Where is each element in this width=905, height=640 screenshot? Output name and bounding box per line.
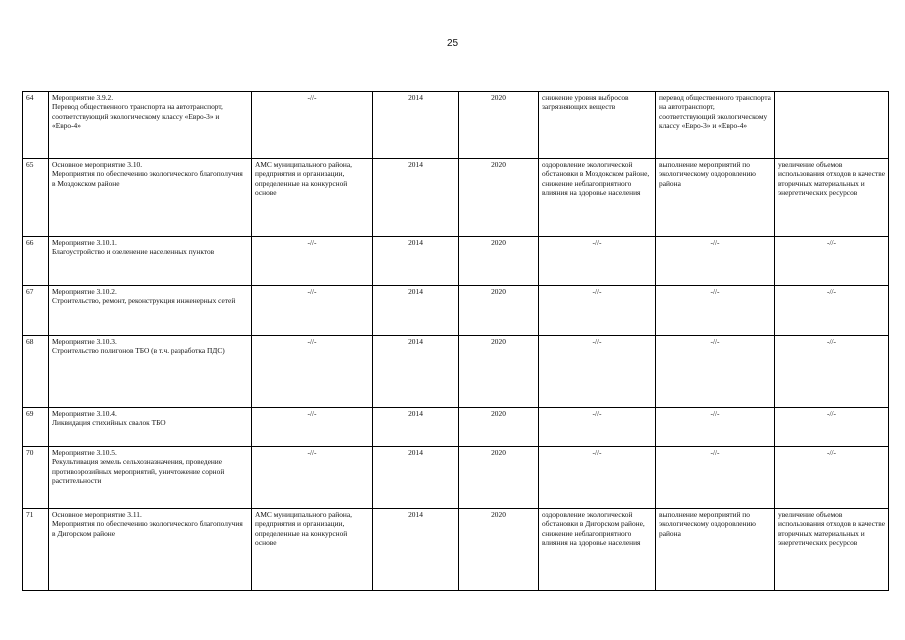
page-number: 25 [446,38,459,49]
table-row [23,408,889,447]
indicator: -//- [775,286,889,336]
implementation-direction: -//- [656,336,775,408]
expected-result: -//- [539,237,656,286]
indicator: -//- [775,447,889,509]
row-number: 64 [23,92,49,159]
start-year: 2014 [373,159,459,237]
table-row [23,92,889,159]
expected-result: -//- [539,447,656,509]
measure-title: Основное мероприятие 3.10. Мероприятия по обеспечению экологического благополучия в Моздокском районе [49,159,252,237]
end-year: 2020 [459,286,539,336]
expected-result: -//- [539,408,656,447]
implementation-direction: выполнение мероприятий по экологическому оздоровлению района [656,509,775,591]
executor: -//- [252,447,373,509]
row-number: 69 [23,408,49,447]
start-year: 2014 [373,336,459,408]
executor: -//- [252,237,373,286]
measure-title: Мероприятие 3.10.1. Благоустройство и озеленение населенных пунктов [49,237,252,286]
end-year: 2020 [459,447,539,509]
measure-title: Мероприятие 3.10.3. Строительство полигонов ТБО (в т.ч. разработка ПДС) [49,336,252,408]
expected-result: -//- [539,336,656,408]
indicator: увеличение объемов использования отходов в качестве вторичных материальных и энергетических ресурсов [775,509,889,591]
expected-result: оздоровление экологической обстановки в Дигорском районе, снижение неблагоприятного влияния на здоровье населения [539,509,656,591]
end-year: 2020 [459,408,539,447]
implementation-direction: -//- [656,408,775,447]
end-year: 2020 [459,509,539,591]
measure-title: Мероприятие 3.10.5. Рекультивация земель сельхозназначения, проведение противоэрозийных мероприятий, уничтожение сорной растительности [49,447,252,509]
expected-result: снижение уровня выбросов загрязняющих веществ [539,92,656,159]
table-row [23,447,889,509]
indicator [775,92,889,159]
implementation-direction: -//- [656,286,775,336]
end-year: 2020 [459,159,539,237]
table-row [23,336,889,408]
measure-title: Основное мероприятие 3.11. Мероприятия по обеспечению экологического благополучия в Дигорском районе [49,509,252,591]
indicator: -//- [775,336,889,408]
end-year: 2020 [459,92,539,159]
indicator: увеличение объемов использования отходов в качестве вторичных материальных и энергетических ресурсов [775,159,889,237]
table-row [23,237,889,286]
executor: -//- [252,92,373,159]
end-year: 2020 [459,237,539,286]
executor: -//- [252,286,373,336]
measures-table [22,91,889,591]
start-year: 2014 [373,509,459,591]
expected-result: оздоровление экологической обстановки в Моздокском районе, снижение неблагоприятного влияния на здоровье населения [539,159,656,237]
row-number: 66 [23,237,49,286]
implementation-direction: выполнение мероприятий по экологическому оздоровлению района [656,159,775,237]
start-year: 2014 [373,447,459,509]
row-number: 67 [23,286,49,336]
measure-title: Мероприятие 3.10.2. Строительство, ремонт, реконструкция инженерных сетей [49,286,252,336]
executor: -//- [252,408,373,447]
row-number: 70 [23,447,49,509]
implementation-direction: перевод общественного транспорта на автотранспорт, соответствующий экологическому классу «Евро-3» и «Евро-4» [656,92,775,159]
start-year: 2014 [373,286,459,336]
end-year: 2020 [459,336,539,408]
measure-title: Мероприятие 3.9.2. Перевод общественного транспорта на автотранспорт, соответствующий экологическому классу «Евро-3» и «Евро-4» [49,92,252,159]
table-row [23,286,889,336]
row-number: 65 [23,159,49,237]
executor: АМС муниципального района, предприятия и организации, определенные на конкурсной основе [252,509,373,591]
executor: АМС муниципального района, предприятия и организации, определенные на конкурсной основе [252,159,373,237]
indicator: -//- [775,408,889,447]
measure-title: Мероприятие 3.10.4. Ликвидация стихийных свалок ТБО [49,408,252,447]
indicator: -//- [775,237,889,286]
implementation-direction: -//- [656,237,775,286]
executor: -//- [252,336,373,408]
table-row [23,159,889,237]
row-number: 68 [23,336,49,408]
table-row [23,509,889,591]
start-year: 2014 [373,237,459,286]
row-number: 71 [23,509,49,591]
implementation-direction: -//- [656,447,775,509]
start-year: 2014 [373,92,459,159]
expected-result: -//- [539,286,656,336]
start-year: 2014 [373,408,459,447]
